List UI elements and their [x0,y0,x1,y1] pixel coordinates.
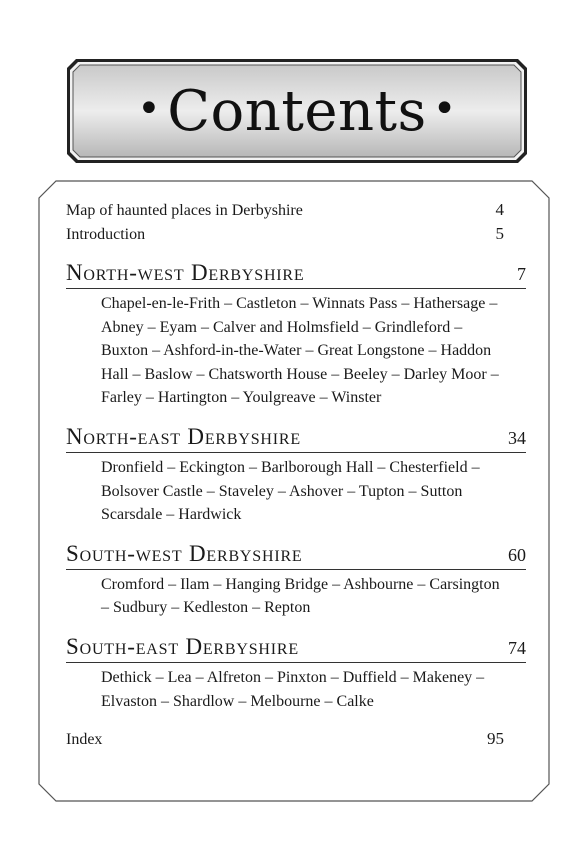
title-bullet-right: • [432,86,457,132]
section-heading[interactable] [66,634,526,663]
toc-entry-page: 4 [495,200,504,219]
section-page: 74 [508,637,526,658]
toc-entry-map[interactable] [66,198,504,222]
section-title: North-west Derbyshire [66,260,305,285]
section-page: 60 [508,544,526,565]
section-south-west [66,540,526,620]
toc-entry-label: Index [66,731,103,749]
title-plate [66,58,528,164]
section-heading[interactable] [66,541,526,570]
contents-list [66,198,526,751]
section-title: North-east Derbyshire [66,423,301,449]
section-title: South-east Derbyshire [66,633,299,659]
section-title: South-west Derbyshire [66,540,303,566]
title-bullet-left: • [137,86,162,132]
toc-entry-page: 5 [495,224,504,243]
section-places: Dronfield – Eckington – Barlborough Hall – Chesterfield – Bolsover Castle – Staveley – Ashover – Tupton – Sutton Scarsdale – Hardwick [101,458,480,524]
section-page: 34 [508,427,526,448]
section-north-west [66,260,526,410]
section-places: Chapel-en-le-Frith – Castleton – Winnats Pass – Hathersage – Abney – Eyam – Calver and Holmsfield – Grindleford – Buxton – Ashford-in-the-Water – Great Longstone – Haddon Hall – Baslow – Chatsworth House – Beeley – Darley Moor – Farley – Hartington – Youlgreave – Winster [101,295,499,407]
section-north-east [66,423,526,527]
toc-entry-introduction[interactable] [66,222,504,246]
section-places: Cromford – Ilam – Hanging Bridge – Ashbourne – Carsington – Sudbury – Kedleston – Repton [101,575,500,617]
toc-entry-page: 95 [487,729,504,749]
toc-entry-index[interactable] [66,727,504,751]
section-places: Dethick – Lea – Alfreton – Pinxton – Duffield – Makeney – Elvaston – Shardlow – Melbourne – Calke [101,668,485,710]
section-page: 7 [517,264,526,284]
toc-entry-label: Introduction [66,226,146,243]
section-heading[interactable] [66,260,526,289]
title-label: Contents [167,78,427,144]
toc-entry-label: Map of haunted places in Derbyshire [66,202,303,219]
page-title [66,58,528,164]
section-heading[interactable] [66,424,526,453]
section-south-east [66,633,526,713]
